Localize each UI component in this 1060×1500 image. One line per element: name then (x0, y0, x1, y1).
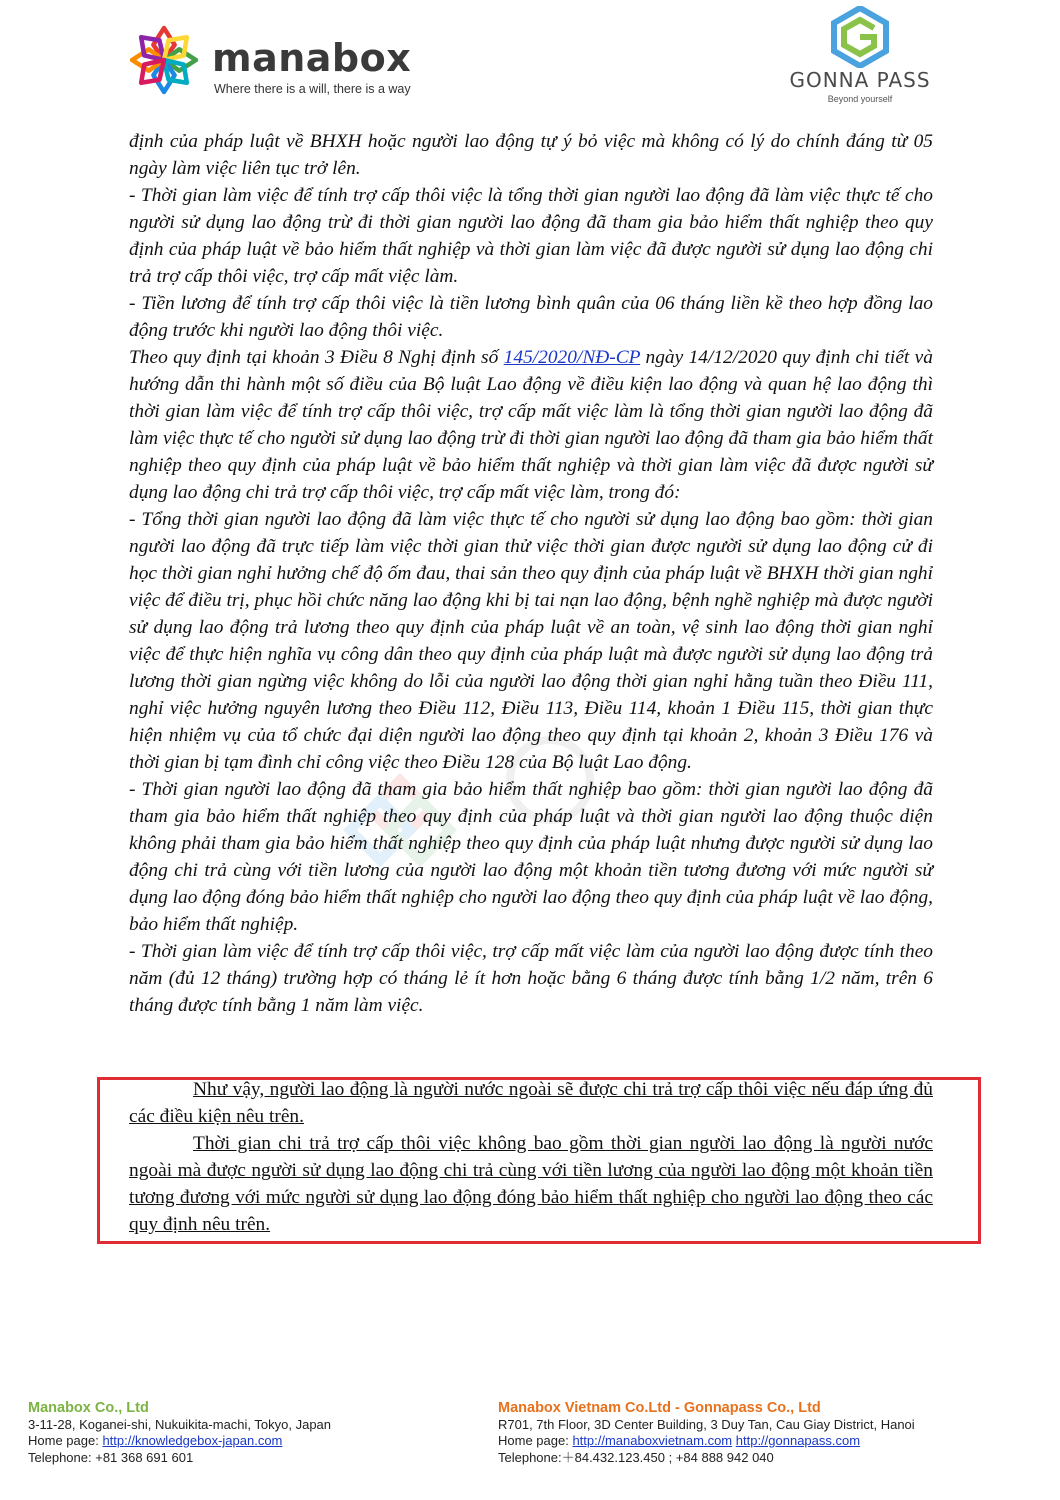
decree-link[interactable]: 145/2020/NĐ-CP (503, 347, 641, 368)
footer-right (498, 1400, 1038, 1466)
paragraph: - Thời gian làm việc để tính trợ cấp thôi việc, trợ cấp mất việc làm của người lao động được tính theo năm (đủ 12 tháng) trường hợp có tháng lẻ ít hơn hoặc bằng 6 tháng được tính bằng 1/2 năm, trên 6 tháng được tính bằng 1 năm làm việc. (129, 941, 933, 1016)
footer-homepage (498, 1433, 1038, 1450)
conclusion-text (129, 1076, 933, 1238)
manabox-flower-icon (126, 22, 202, 98)
manabox-logo (126, 22, 446, 102)
conclusion-paragraph: Như vậy, người lao động là người nước ngoài sẽ được chi trả trợ cấp thôi việc nếu đáp ứng đủ các điều kiện nêu trên. (129, 1079, 933, 1127)
gonnapass-tagline: Beyond yourself (827, 94, 893, 104)
gonnapass-wordmark: GONNA PASS (789, 68, 931, 92)
footer-address: 3-11-28, Koganei-shi, Nukuikita-machi, Tokyo, Japan (28, 1416, 332, 1432)
homepage-link[interactable]: http://manaboxvietnam.com (572, 1433, 733, 1448)
text-run: ngày 14/12/2020 quy định chi tiết và hướng dẫn thi hành một số điều của Bộ luật Lao động về điều kiện lao động và quan hệ lao động thì thời gian làm việc để tính trợ cấp thôi việc, trợ cấp mất việc làm là tổng thời gian người lao động đã làm việc thực tế cho người sử dụng lao động trừ đi thời gian người lao động đã tham gia bảo hiểm thất nghiệp theo quy định của pháp luật về bảo hiểm thất nghiệp và thời gian làm việc đã được người sử dụng lao động chi trả trợ cấp thôi việc, trợ cấp mất việc làm, trong đó: (129, 347, 933, 503)
paragraph: - Thời gian làm việc để tính trợ cấp thôi việc là tổng thời gian người lao động đã làm việc thực tế cho người sử dụng lao động trừ đi thời gian người lao động đã tham gia bảo hiểm thất nghiệp theo quy định của pháp luật về bảo hiểm thất nghiệp và thời gian làm việc đã được người sử dụng lao động chi trả trợ cấp thôi việc, trợ cấp mất việc làm. (129, 185, 933, 287)
footer-homepage (28, 1433, 448, 1450)
homepage-label: Home page: (498, 1433, 573, 1448)
gonnapass-hex-icon (830, 6, 890, 68)
paragraph: - Tổng thời gian người lao động đã làm việc thực tế cho người sử dụng lao động bao gồm: thời gian người lao động đã trực tiếp làm việc thời gian thử việc thời gian được người sử dụng lao động cử đi học thời gian nghỉ hưởng chế độ ốm đau, thai sản theo quy định của pháp luật về BHXH thời gian nghỉ việc để điều trị, phục hồi chức năng lao động khi bị tai nạn lao động, bệnh nghề nghiệp mà được người sử dụng lao động trả lương theo quy định của pháp luật về an toàn, vệ sinh lao động thời gian nghỉ việc để thực hiện nghĩa vụ công dân theo quy định của pháp luật mà được người sử dụng lao động trả lương thời gian ngừng việc không do lỗi của người lao động thời gian nghỉ hằng tuần theo Điều 111, nghỉ việc hưởng nguyên lương theo Điều 112, Điều 113, Điều 114, khoản 1 Điều 115, thời gian thực hiện nhiệm vụ của tổ chức đại diện người lao động theo quy định tại khoản 2, khoản 3 Điều 176 và thời gian bị tạm đình chỉ công việc theo Điều 128 của Bộ luật Lao động. (129, 509, 933, 773)
footer-telephone: Telephone:＋84.432.123.450 ; +84 888 942 040 (498, 1449, 774, 1465)
manabox-wordmark: manabox (212, 36, 412, 80)
conclusion-paragraph: Thời gian chi trả trợ cấp thôi việc không bao gồm thời gian người lao động là người nước ngoài mà được người sử dụng lao động chi trả cùng với tiền lương của người lao động một khoản tiền tương đương với mức người sử dụng lao động đóng bảo hiểm thất nghiệp cho người lao động theo các quy định nêu trên. (129, 1133, 933, 1235)
homepage-link[interactable]: http://gonnapass.com (735, 1433, 861, 1448)
document-body (129, 128, 933, 1019)
footer-company: Manabox Vietnam Co.Ltd - Gonnapass Co., Ltd (498, 1400, 821, 1416)
paragraph (129, 344, 933, 506)
paragraph: định của pháp luật về BHXH hoặc người lao động tự ý bỏ việc mà không có lý do chính đáng từ 05 ngày làm việc liên tục trở lên. (129, 131, 933, 179)
homepage-link[interactable]: http://knowledgebox-japan.com (102, 1433, 283, 1448)
paragraph: - Tiền lương để tính trợ cấp thôi việc là tiền lương bình quân của 06 tháng liền kề theo hợp đồng lao động trước khi người lao động thôi việc. (129, 293, 933, 341)
footer-telephone: Telephone: +81 368 691 601 (28, 1449, 194, 1465)
footer-address: R701, 7th Floor, 3D Center Building, 3 Duy Tan, Cau Giay District, Hanoi (498, 1416, 915, 1432)
gonnapass-logo (770, 6, 970, 106)
footer-company: Manabox Co., Ltd (28, 1400, 149, 1416)
paragraph: - Thời gian người lao động đã tham gia bảo hiểm thất nghiệp bao gồm: thời gian người lao động đã tham gia bảo hiểm thất nghiệp theo quy định của pháp luật và thời gian người lao động thuộc diện không phải tham gia bảo hiểm thất nghiệp theo quy định của pháp luật nhưng được người sử dụng lao động chi trả cùng với tiền lương của người lao động một khoản tiền tương đương với mức người sử dụng lao động đóng bảo hiểm thất nghiệp cho người lao động theo quy định của pháp luật về lao động, bảo hiểm thất nghiệp. (129, 779, 933, 935)
footer-left (28, 1400, 448, 1466)
homepage-label: Home page: (28, 1433, 103, 1448)
manabox-tagline: Where there is a will, there is a way (214, 82, 411, 96)
text-run: Theo quy định tại khoản 3 Điều 8 Nghị định số (129, 347, 504, 368)
